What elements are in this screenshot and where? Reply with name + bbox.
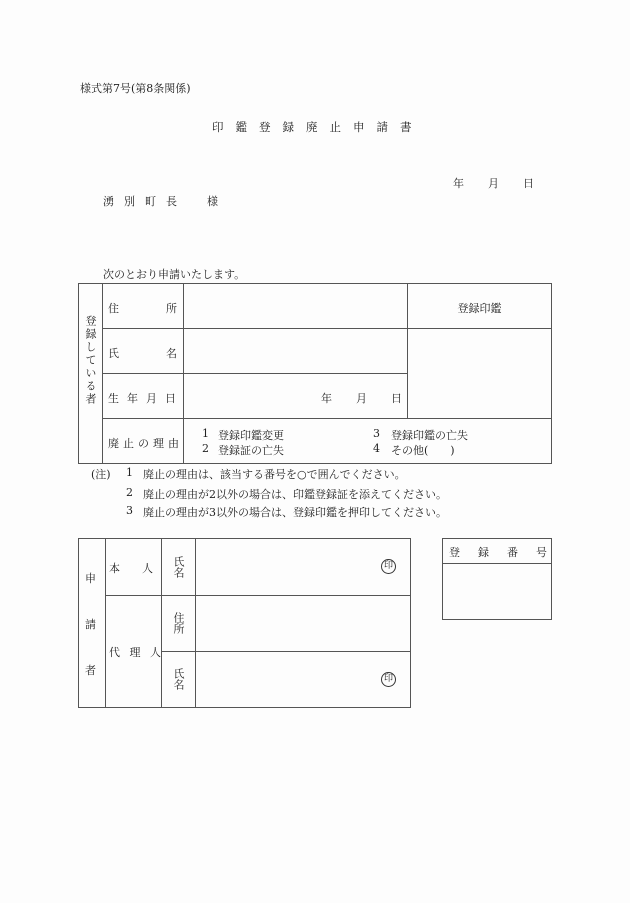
agent-address-label: 住所 <box>172 612 185 634</box>
address-field[interactable] <box>184 284 406 327</box>
self-name-field[interactable] <box>196 539 409 594</box>
reason-1-num: 1 <box>202 427 209 440</box>
birthdate-label: 生年月日 <box>108 392 184 405</box>
addressee-honorific: 様 <box>207 195 218 208</box>
address-label-b: 所 <box>166 302 177 315</box>
address-label-a: 住 <box>108 302 119 315</box>
reason-3-text[interactable]: 登録印鑑の亡失 <box>391 429 468 442</box>
reason-4-text[interactable]: その他( ) <box>391 444 455 457</box>
reason-label: 廃止の理由 <box>108 437 183 450</box>
note-1-num: 1 <box>126 466 133 479</box>
seal-header: 登録印鑑 <box>457 302 502 315</box>
seal-icon: 印 <box>381 559 396 574</box>
agent-name-label: 氏名 <box>172 668 185 690</box>
registrant-side-label: 登録している者 <box>84 315 97 406</box>
note-1-text: 廃止の理由は、該当する番号を○で囲んでください。 <box>143 468 406 481</box>
self-name-label: 氏名 <box>172 556 185 578</box>
agent-address-field[interactable] <box>196 596 409 650</box>
notes-prefix: (注) <box>91 468 111 481</box>
birthdate-month: 月 <box>356 392 367 405</box>
birthdate-year: 年 <box>321 392 332 405</box>
seal-icon: 印 <box>381 672 396 687</box>
date-month: 月 <box>488 177 499 190</box>
date-year: 年 <box>453 177 464 190</box>
reason-4-num: 4 <box>373 442 380 455</box>
note-3-text: 廃止の理由が3以外の場合は、登録印鑑を押印してください。 <box>143 506 447 519</box>
registration-number-field[interactable] <box>443 564 551 619</box>
addressee: 湧別町長 <box>103 195 187 208</box>
applicant-side-label-1: 申 <box>85 572 96 585</box>
note-3-num: 3 <box>126 504 133 517</box>
self-label: 本 人 <box>109 562 153 575</box>
name-label-b: 名 <box>166 347 177 360</box>
page-title: 印鑑登録廃止申請書 <box>212 120 424 134</box>
form-number: 様式第7号(第8条関係) <box>80 82 191 95</box>
reason-2-text[interactable]: 登録証の亡失 <box>218 444 284 457</box>
registration-number-label: 登録番号 <box>449 546 565 559</box>
reason-1-text[interactable]: 登録印鑑変更 <box>218 429 284 442</box>
agent-name-field[interactable] <box>196 652 409 706</box>
agent-label: 代 理 人 <box>109 646 164 659</box>
note-2-num: 2 <box>126 486 133 499</box>
birthdate-day: 日 <box>391 392 402 405</box>
reason-2-num: 2 <box>202 442 209 455</box>
applicant-side-label-3: 者 <box>85 664 96 677</box>
intro-text: 次のとおり申請いたします。 <box>103 268 246 281</box>
registered-seal-box[interactable] <box>408 329 551 418</box>
reason-3-num: 3 <box>373 427 380 440</box>
applicant-side-label-2: 請 <box>85 618 96 631</box>
name-field[interactable] <box>184 329 406 372</box>
date-day: 日 <box>523 177 534 190</box>
note-2-text: 廃止の理由が2以外の場合は、印鑑登録証を添えてください。 <box>143 488 447 501</box>
name-label-a: 氏 <box>108 347 119 360</box>
